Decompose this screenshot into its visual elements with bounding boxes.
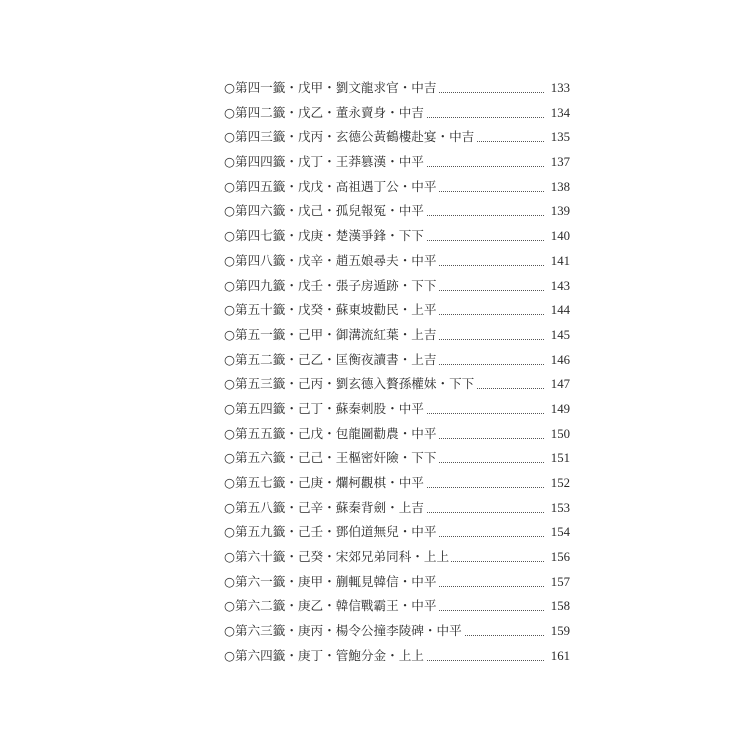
toc-entry	[224, 570, 570, 595]
toc-entry-title: ○第四八籤・戊辛・趙五娘尋夫・中平	[224, 249, 439, 274]
toc-entry	[224, 471, 570, 496]
toc-entry-title: ○第五九籤・己壬・鄧伯道無兒・中平	[224, 520, 439, 545]
toc-entry-title: ○第五五籤・己戊・包龍圖勸農・中平	[224, 422, 439, 447]
toc-entry-page-number: 139	[550, 199, 570, 224]
toc-entry-page-number: 161	[550, 644, 570, 669]
toc-entry-title: ○第五一籤・己甲・御溝流紅葉・上吉	[224, 323, 439, 348]
toc-entry	[224, 496, 570, 521]
toc-entry-page-number: 143	[550, 274, 570, 299]
toc-entry-page-number: 141	[550, 249, 570, 274]
toc-entry-title: ○第六二籤・庚乙・韓信戰霸王・中平	[224, 594, 439, 619]
toc-entry-page-number: 133	[550, 76, 570, 101]
toc-entry-page-number: 135	[550, 125, 570, 150]
toc-entry-title: ○第四六籤・戊己・孤兒報冤・中平	[224, 199, 426, 224]
toc-entry	[224, 323, 570, 348]
toc-entry-page-number: 152	[550, 471, 570, 496]
toc-entry	[224, 644, 570, 669]
toc-entry-page-number: 150	[550, 422, 570, 447]
toc-entry-page-number: 138	[550, 175, 570, 200]
toc-entry	[224, 422, 570, 447]
toc-entry-page-number: 158	[550, 594, 570, 619]
toc-entry-title: ○第五三籤・己丙・劉玄德入贅孫權妹・下下	[224, 372, 476, 397]
toc-entry	[224, 125, 570, 150]
toc-entry-title: ○第五二籤・己乙・匡衡夜讀書・上吉	[224, 348, 439, 373]
toc-entry-page-number: 140	[550, 224, 570, 249]
toc-entry-title: ○第六一籤・庚甲・蒯輒見韓信・中平	[224, 570, 439, 595]
toc-entry	[224, 619, 570, 644]
toc-entry-title: ○第六三籤・庚丙・楊令公撞李陵碑・中平	[224, 619, 464, 644]
toc-entry	[224, 150, 570, 175]
toc-entry-page-number: 157	[550, 570, 570, 595]
toc-entry-page-number: 146	[550, 348, 570, 373]
toc-entry	[224, 545, 570, 570]
toc-entry-title: ○第四五籤・戊戊・高祖遇丁公・中平	[224, 175, 439, 200]
toc-entry-page-number: 153	[550, 496, 570, 521]
toc-entry-page-number: 159	[550, 619, 570, 644]
toc-entry	[224, 298, 570, 323]
toc-entry-title: ○第五七籤・己庚・爛柯觀棋・中平	[224, 471, 426, 496]
toc-entry-title: ○第五十籤・戊癸・蘇東坡勸民・上平	[224, 298, 439, 323]
toc-entry	[224, 348, 570, 373]
toc-entry-page-number: 137	[550, 150, 570, 175]
toc-entry-title: ○第五四籤・己丁・蘇秦刺股・中平	[224, 397, 426, 422]
toc-entry-title: ○第四二籤・戊乙・董永賣身・中吉	[224, 101, 426, 126]
toc-entry-title: ○第六四籤・庚丁・管鮑分金・上上	[224, 644, 426, 669]
table-of-contents	[224, 76, 570, 669]
toc-entry	[224, 175, 570, 200]
toc-entry-title: ○第五六籤・己己・王樞密奸險・下下	[224, 446, 439, 471]
toc-entry-page-number: 156	[550, 545, 570, 570]
toc-entry	[224, 224, 570, 249]
toc-entry-page-number: 154	[550, 520, 570, 545]
toc-entry-page-number: 149	[550, 397, 570, 422]
toc-entry	[224, 199, 570, 224]
toc-entry-title: ○第四三籤・戊丙・玄德公黃鶴樓赴宴・中吉	[224, 125, 476, 150]
toc-entry-page-number: 147	[550, 372, 570, 397]
toc-entry-page-number: 134	[550, 101, 570, 126]
toc-entry-page-number: 151	[550, 446, 570, 471]
toc-entry	[224, 249, 570, 274]
toc-entry	[224, 520, 570, 545]
toc-entry	[224, 372, 570, 397]
toc-entry	[224, 101, 570, 126]
toc-entry-title: ○第四四籤・戊丁・王莽篡漢・中平	[224, 150, 426, 175]
toc-entry	[224, 274, 570, 299]
toc-entry-page-number: 145	[550, 323, 570, 348]
toc-entry-title: ○第四九籤・戊壬・張子房遁跡・下下	[224, 274, 439, 299]
toc-entry-title: ○第四一籤・戊甲・劉文龍求官・中吉	[224, 76, 439, 101]
toc-entry-title: ○第六十籤・己癸・宋郊兄弟同科・上上	[224, 545, 451, 570]
toc-entry	[224, 397, 570, 422]
toc-entry-page-number: 144	[550, 298, 570, 323]
toc-entry-title: ○第四七籤・戊庚・楚漢爭鋒・下下	[224, 224, 426, 249]
toc-entry	[224, 594, 570, 619]
toc-entry	[224, 446, 570, 471]
toc-entry	[224, 76, 570, 101]
toc-entry-title: ○第五八籤・己辛・蘇秦背劍・上吉	[224, 496, 426, 521]
